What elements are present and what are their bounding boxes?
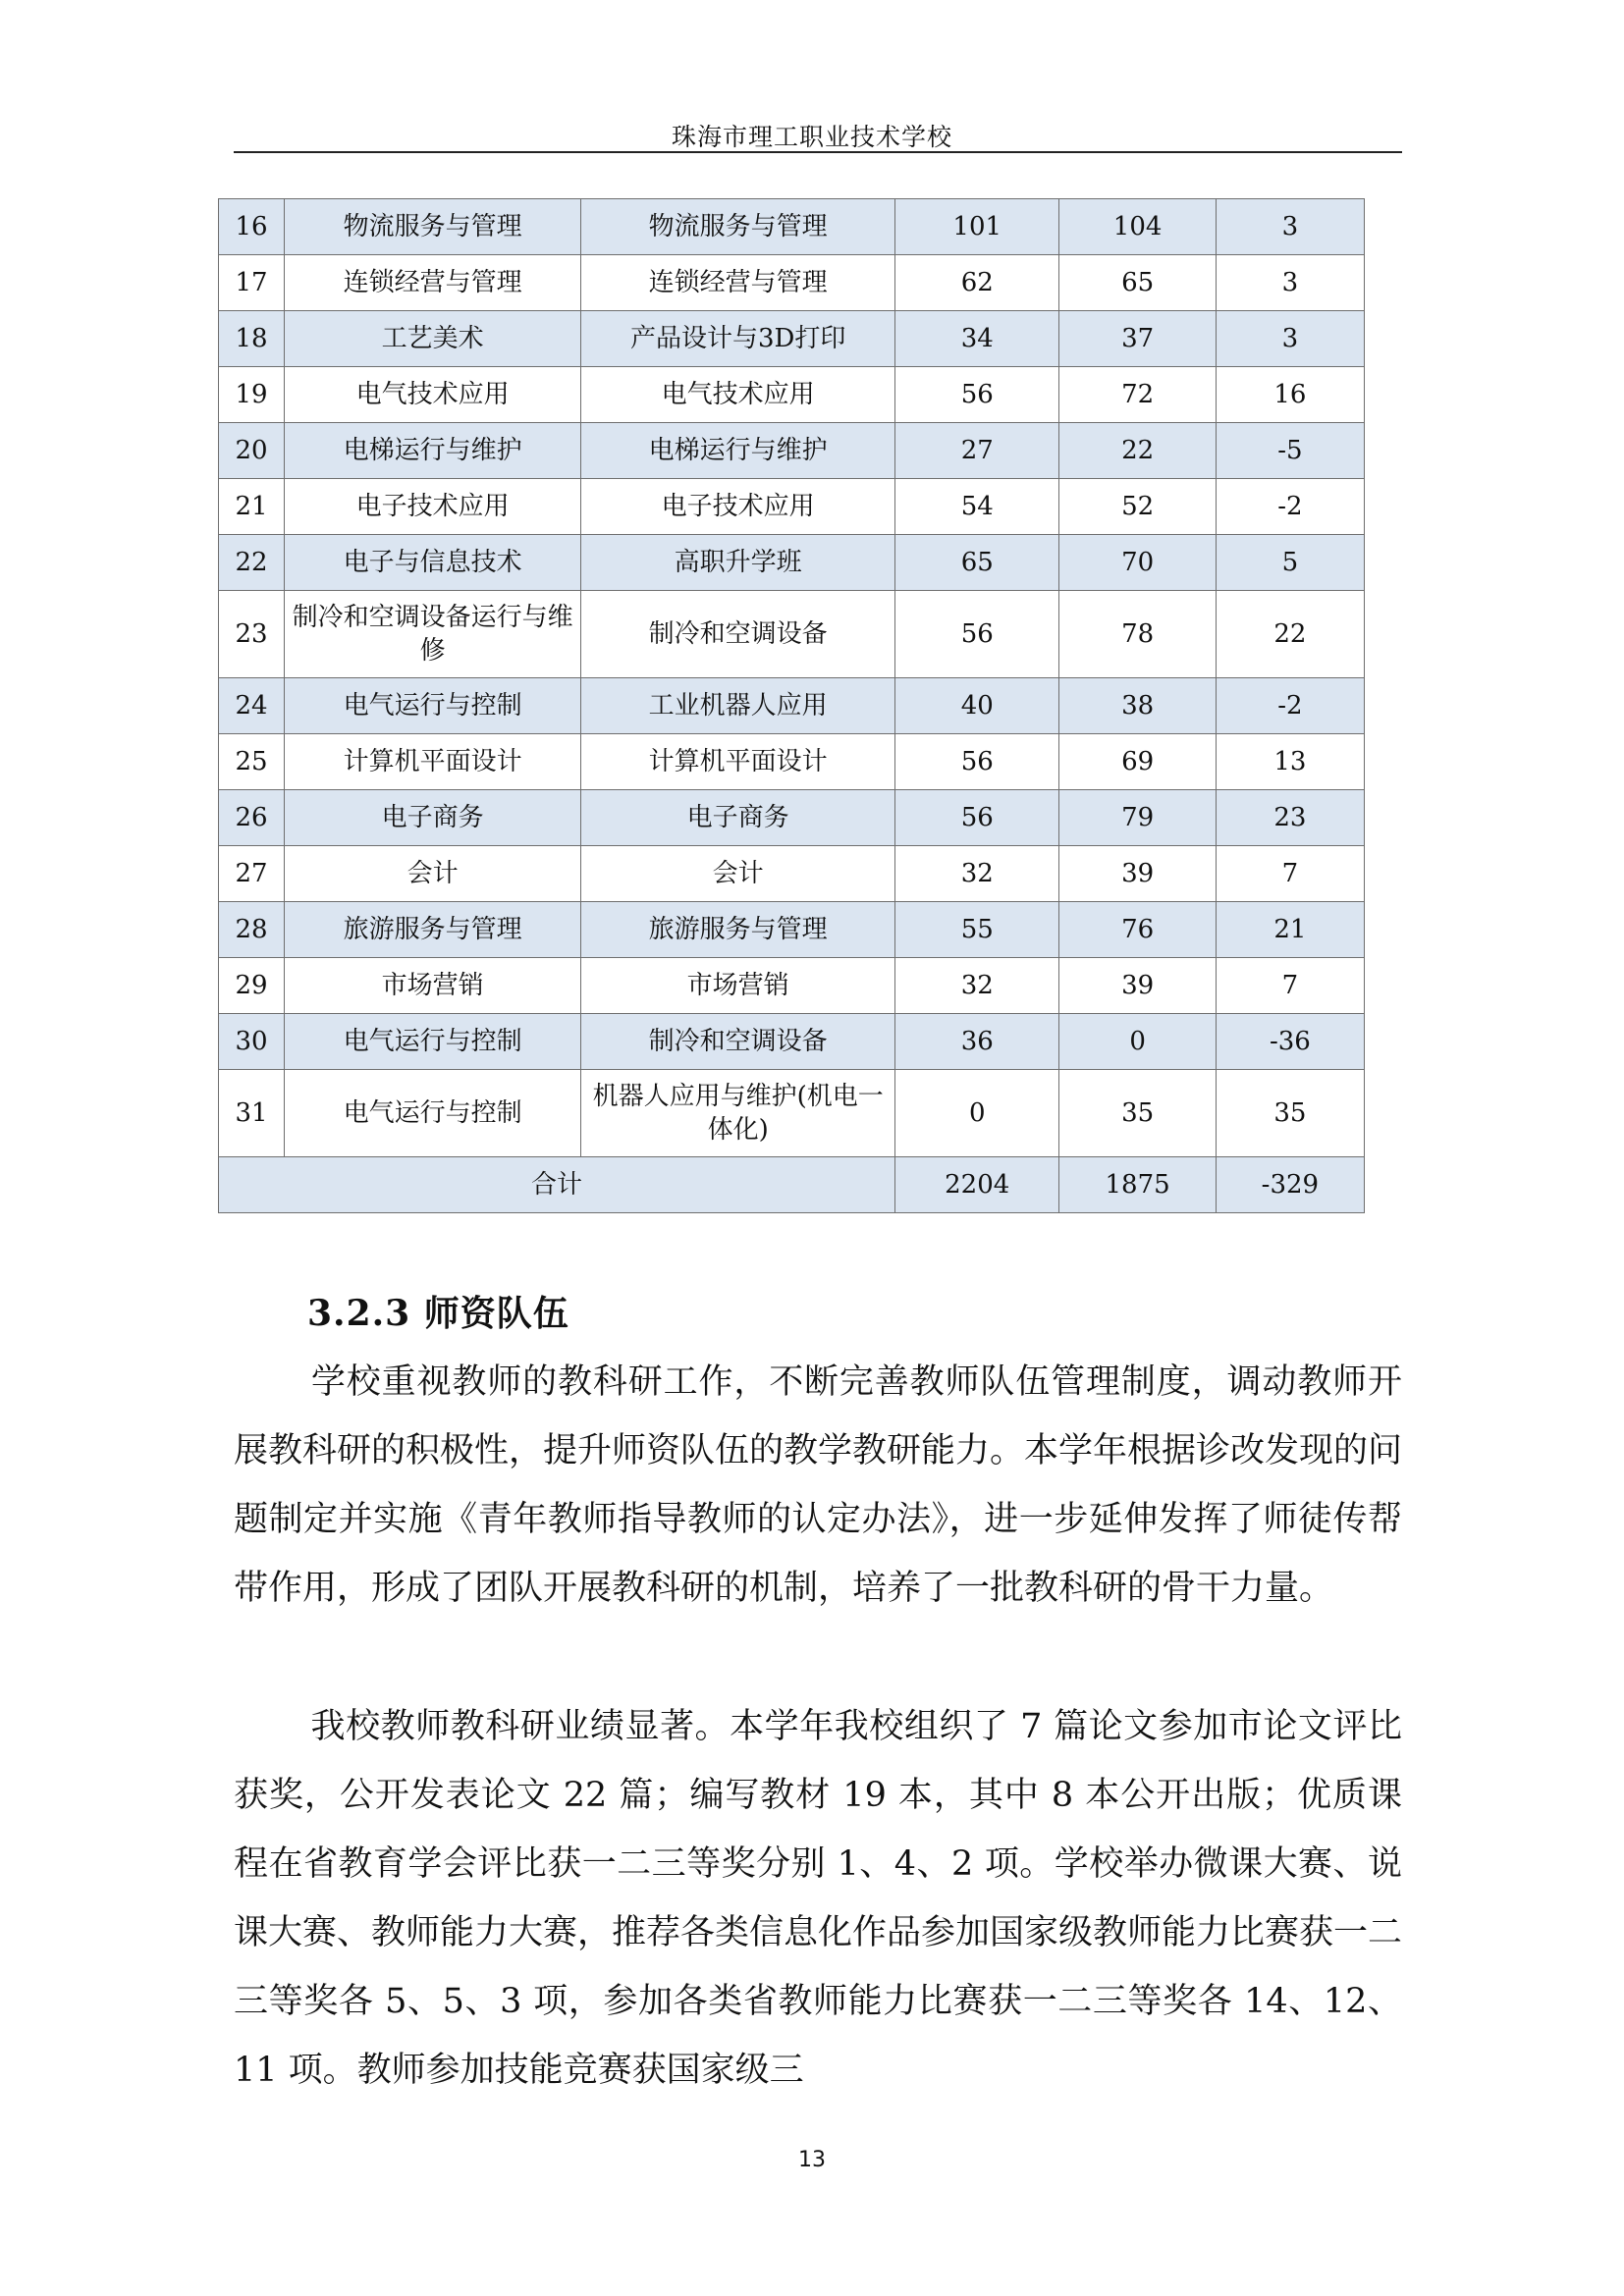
direction-cell: 产品设计与3D打印 [581, 311, 895, 367]
major-cell: 电气运行与控制 [284, 1014, 580, 1070]
row-number-cell: 26 [219, 790, 285, 846]
row-number-cell: 25 [219, 734, 285, 790]
table-row [219, 790, 1365, 846]
row-number-cell: 18 [219, 311, 285, 367]
major-cell: 物流服务与管理 [284, 199, 580, 255]
direction-cell: 高职升学班 [581, 535, 895, 591]
paragraph-text: 我校教师教科研业绩显著。本学年我校组织了 7 篇论文参加市论文评比获奖，公开发表论文 22 篇；编写教材 19 本，其中 8 本公开出版；优质课程在省教育学会评比获一二三等奖分别 1、4、2 项。学校举办微课大赛、说课大赛、教师能力大赛，推荐各类信息化作品参加国家级教师能力比赛获一二三等奖各 5、5、3 项，参加各类省教师能力比赛获一二三等奖各 14、12、11 项。教师参加技能竞赛获国家级三 [234, 1707, 1403, 2090]
table-row [219, 678, 1365, 734]
direction-cell: 市场营销 [581, 958, 895, 1014]
difference-cell: 3 [1216, 255, 1364, 311]
direction-cell: 制冷和空调设备 [581, 591, 895, 678]
difference-cell: -5 [1216, 423, 1364, 479]
major-cell: 计算机平面设计 [284, 734, 580, 790]
table-row [219, 734, 1365, 790]
count-b-cell: 104 [1059, 199, 1216, 255]
direction-cell: 电梯运行与维护 [581, 423, 895, 479]
table-row [219, 535, 1365, 591]
row-number-cell: 28 [219, 902, 285, 958]
count-b-cell: 69 [1059, 734, 1216, 790]
count-a-cell: 32 [895, 958, 1059, 1014]
row-number-cell: 31 [219, 1070, 285, 1157]
direction-cell: 电子商务 [581, 790, 895, 846]
major-cell: 电气技术应用 [284, 367, 580, 423]
count-b-cell: 52 [1059, 479, 1216, 535]
row-number-cell: 21 [219, 479, 285, 535]
difference-cell: 7 [1216, 846, 1364, 902]
count-b-cell: 0 [1059, 1014, 1216, 1070]
row-number-cell: 19 [219, 367, 285, 423]
difference-cell: 7 [1216, 958, 1364, 1014]
row-number-cell: 27 [219, 846, 285, 902]
difference-cell: 22 [1216, 591, 1364, 678]
direction-cell: 连锁经营与管理 [581, 255, 895, 311]
table-row [219, 255, 1365, 311]
count-a-cell: 56 [895, 790, 1059, 846]
row-number-cell: 30 [219, 1014, 285, 1070]
table-row [219, 311, 1365, 367]
enrollment-table [218, 198, 1365, 1213]
count-b-cell: 39 [1059, 958, 1216, 1014]
direction-cell: 会计 [581, 846, 895, 902]
row-number-cell: 17 [219, 255, 285, 311]
row-number-cell: 22 [219, 535, 285, 591]
direction-cell: 工业机器人应用 [581, 678, 895, 734]
table-row [219, 1014, 1365, 1070]
count-b-cell: 65 [1059, 255, 1216, 311]
table-row [219, 591, 1365, 678]
major-cell: 市场营销 [284, 958, 580, 1014]
row-number-cell: 24 [219, 678, 285, 734]
count-a-cell: 54 [895, 479, 1059, 535]
count-a-cell: 0 [895, 1070, 1059, 1157]
count-b-cell: 37 [1059, 311, 1216, 367]
table-row [219, 423, 1365, 479]
direction-cell: 机器人应用与维护(机电一体化) [581, 1070, 895, 1157]
difference-cell: 3 [1216, 311, 1364, 367]
paragraph-research-achievements [234, 1692, 1402, 2105]
row-number-cell: 16 [219, 199, 285, 255]
direction-cell: 旅游服务与管理 [581, 902, 895, 958]
direction-cell: 电子技术应用 [581, 479, 895, 535]
major-cell: 会计 [284, 846, 580, 902]
count-a-cell: 40 [895, 678, 1059, 734]
major-cell: 电子技术应用 [284, 479, 580, 535]
difference-cell: 35 [1216, 1070, 1364, 1157]
count-a-cell: 34 [895, 311, 1059, 367]
count-b-cell: 79 [1059, 790, 1216, 846]
count-a-cell: 101 [895, 199, 1059, 255]
count-b-cell: 76 [1059, 902, 1216, 958]
count-b-cell: 22 [1059, 423, 1216, 479]
count-b-cell: 78 [1059, 591, 1216, 678]
direction-cell: 计算机平面设计 [581, 734, 895, 790]
direction-cell: 制冷和空调设备 [581, 1014, 895, 1070]
header-divider [234, 151, 1402, 153]
paragraph-text: 学校重视教师的教科研工作，不断完善教师队伍管理制度，调动教师开展教科研的积极性，提升师资队伍的教学教研能力。本学年根据诊改发现的问题制定并实施《青年教师指导教师的认定办法》，进一步延伸发挥了师徒传帮带作用，形成了团队开展教科研的机制，培养了一批教科研的骨干力量。 [234, 1362, 1403, 1608]
table-row [219, 902, 1365, 958]
major-cell: 电气运行与控制 [284, 1070, 580, 1157]
major-cell: 电梯运行与维护 [284, 423, 580, 479]
count-a-cell: 62 [895, 255, 1059, 311]
difference-cell: 5 [1216, 535, 1364, 591]
table-total-row [219, 1157, 1365, 1213]
table-row [219, 958, 1365, 1014]
table-row [219, 479, 1365, 535]
count-b-cell: 35 [1059, 1070, 1216, 1157]
major-cell: 工艺美术 [284, 311, 580, 367]
major-cell: 连锁经营与管理 [284, 255, 580, 311]
count-b-cell: 38 [1059, 678, 1216, 734]
count-b-cell: 70 [1059, 535, 1216, 591]
difference-cell: -2 [1216, 678, 1364, 734]
count-b-cell: 39 [1059, 846, 1216, 902]
count-b-cell: 72 [1059, 367, 1216, 423]
total-b-cell: 1875 [1059, 1157, 1216, 1213]
major-cell: 电子与信息技术 [284, 535, 580, 591]
count-a-cell: 55 [895, 902, 1059, 958]
row-number-cell: 20 [219, 423, 285, 479]
total-a-cell: 2204 [895, 1157, 1059, 1213]
count-a-cell: 56 [895, 591, 1059, 678]
major-cell: 旅游服务与管理 [284, 902, 580, 958]
total-diff-cell: -329 [1216, 1157, 1364, 1213]
direction-cell: 电气技术应用 [581, 367, 895, 423]
table-row [219, 846, 1365, 902]
count-a-cell: 56 [895, 734, 1059, 790]
enrollment-table-body [219, 199, 1365, 1213]
direction-cell: 物流服务与管理 [581, 199, 895, 255]
row-number-cell: 23 [219, 591, 285, 678]
table-row [219, 1070, 1365, 1157]
difference-cell: 23 [1216, 790, 1364, 846]
major-cell: 电气运行与控制 [284, 678, 580, 734]
difference-cell: 3 [1216, 199, 1364, 255]
major-cell: 电子商务 [284, 790, 580, 846]
major-cell: 制冷和空调设备运行与维修 [284, 591, 580, 678]
difference-cell: 13 [1216, 734, 1364, 790]
count-a-cell: 32 [895, 846, 1059, 902]
total-label-cell: 合计 [219, 1157, 895, 1213]
page-number: 13 [798, 2148, 826, 2172]
count-a-cell: 36 [895, 1014, 1059, 1070]
table-row [219, 199, 1365, 255]
table-row [219, 367, 1365, 423]
paragraph-faculty-research [234, 1348, 1402, 1623]
difference-cell: 21 [1216, 902, 1364, 958]
section-heading: 3.2.3 师资队伍 [307, 1293, 569, 1334]
difference-cell: -2 [1216, 479, 1364, 535]
page-header-title: 珠海市理工职业技术学校 [671, 123, 952, 151]
count-a-cell: 56 [895, 367, 1059, 423]
count-a-cell: 65 [895, 535, 1059, 591]
difference-cell: 16 [1216, 367, 1364, 423]
count-a-cell: 27 [895, 423, 1059, 479]
row-number-cell: 29 [219, 958, 285, 1014]
difference-cell: -36 [1216, 1014, 1364, 1070]
